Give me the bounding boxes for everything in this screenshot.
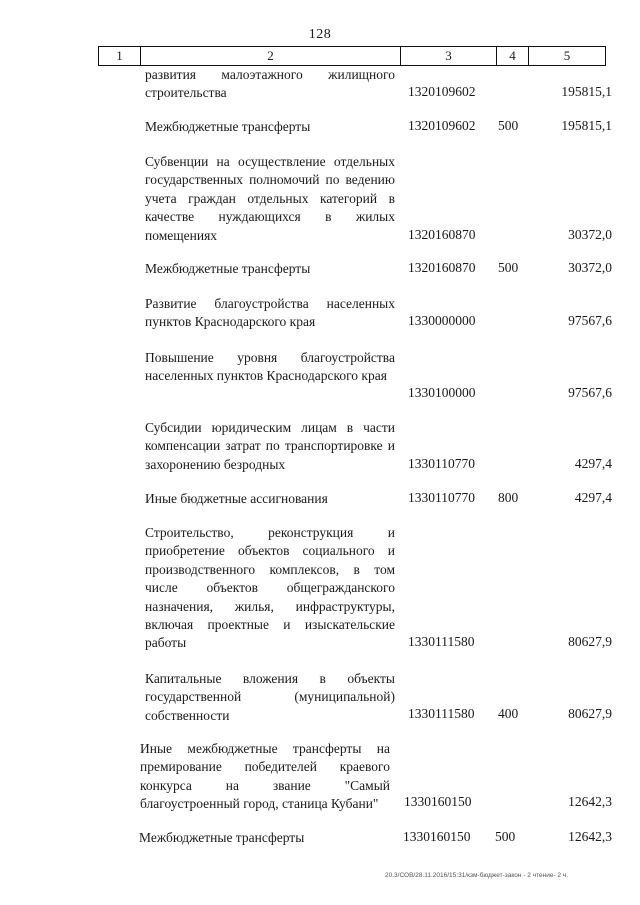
- row-description: Капитальные вложения в объекты государственной (муниципальной) собственности: [145, 671, 395, 723]
- row-code: 1330160150: [403, 829, 471, 844]
- header-col-1: 1: [99, 47, 141, 65]
- row-amount: 30372,0: [568, 260, 612, 275]
- row-description: Субсидии юридическим лицам в части компенсации затрат по транспортировке и захоронению безродных: [145, 420, 395, 472]
- header-col-5: 5: [563, 48, 571, 63]
- row-expense-type: 800: [498, 490, 519, 505]
- row-code: 1320160870: [408, 260, 476, 275]
- row-expense-type: 400: [498, 706, 519, 721]
- row-code: 1330100000: [408, 385, 476, 400]
- row-amount: 195815,1: [561, 118, 612, 133]
- row-code: 1330160150: [404, 794, 472, 809]
- row-description: Иные межбюджетные трансферты на премирование победителей краевого конкурса на звание "Самый благоустроенный город, станица Кубани": [140, 741, 390, 812]
- row-description: развития малоэтажного жилищного строительства: [145, 67, 395, 101]
- row-expense-type: 500: [498, 260, 519, 275]
- row-code: 1330110770: [408, 490, 475, 505]
- row-amount: 4297,4: [574, 490, 612, 505]
- row-description: Строительство, реконструкция и приобретение объектов социального и производственного комплексов, в том числе объектов общегражданского назначения, жилья, инфраструктуры, включая проектные и изыскательские работы: [145, 525, 395, 651]
- row-amount: 12642,3: [568, 794, 612, 809]
- row-expense-type: 500: [498, 118, 519, 133]
- row-code: 1320160870: [408, 227, 476, 242]
- row-expense-type: 500: [495, 829, 516, 844]
- row-amount: 4297,4: [574, 456, 612, 471]
- row-amount: 12642,3: [568, 829, 612, 844]
- row-description: Развитие благоустройства населенных пунктов Краснодарского края: [145, 296, 395, 330]
- row-amount: 97567,6: [568, 313, 612, 328]
- row-amount: 80627,9: [568, 706, 612, 721]
- row-amount: 80627,9: [568, 634, 612, 649]
- header-col-4: 4: [497, 47, 529, 65]
- row-description: Субвенции на осуществление отдельных государственных полномочий по ведению учета граждан отдельных категорий в качестве нуждающихся в жилых помещениях: [145, 154, 395, 243]
- header-col-2: 2: [141, 47, 401, 65]
- row-amount: 97567,6: [568, 385, 612, 400]
- header-col-3: 3: [401, 47, 497, 65]
- row-description: Повышение уровня благоустройства населенных пунктов Краснодарского края: [145, 350, 395, 384]
- row-amount: 30372,0: [568, 227, 612, 242]
- row-code: 1320109602: [408, 118, 476, 133]
- row-amount: 195815,1: [561, 84, 612, 99]
- row-description: Межбюджетные трансферты: [139, 830, 305, 845]
- row-code: 1330111580: [408, 634, 475, 649]
- row-code: 1330111580: [408, 706, 475, 721]
- document-footer-note: 20.3/СОВ/28.11.2016/15:31/кзм-бюджет-закон - 2 чтение- 2 ч.: [385, 872, 569, 879]
- row-code: 1330000000: [408, 313, 476, 328]
- row-code: 1330110770: [408, 456, 475, 471]
- row-code: 1320109602: [408, 84, 476, 99]
- row-description: Межбюджетные трансферты: [145, 261, 311, 276]
- page-number: 128: [308, 27, 332, 42]
- row-description: Межбюджетные трансферты: [145, 119, 311, 134]
- row-description: Иные бюджетные ассигнования: [145, 491, 328, 506]
